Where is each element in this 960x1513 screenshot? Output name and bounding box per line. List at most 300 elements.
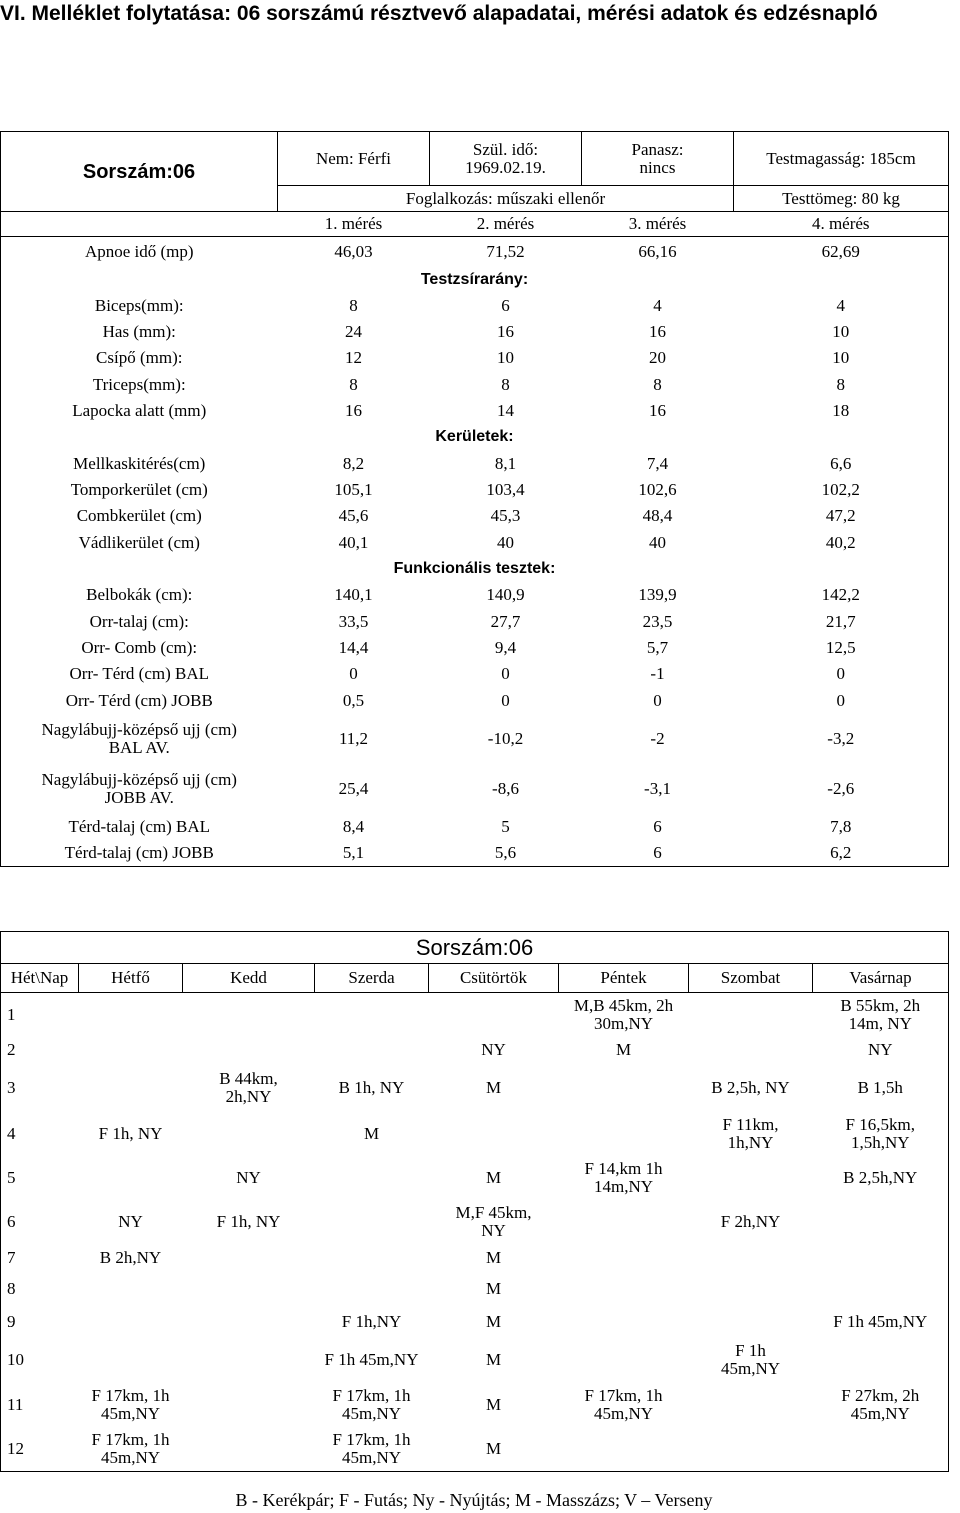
measurement-value: -10,2 [487, 728, 524, 748]
diary-cell [429, 1428, 559, 1472]
diary-cell-line: M [485, 1311, 502, 1331]
testtomeg-field: Testtömeg: 80 kg [734, 186, 949, 212]
measurement-value: 14 [497, 401, 514, 421]
measurement-value: 16 [649, 322, 666, 342]
measurement-value: 12 [345, 348, 362, 368]
diary-cell [559, 1037, 689, 1064]
diary-cell [559, 1156, 689, 1200]
measurement-value: 8 [653, 374, 662, 394]
diary-cell-line: M [485, 1439, 502, 1459]
row-label: Has (mm): [102, 322, 176, 342]
diary-cell [315, 1273, 429, 1306]
diary-cell [79, 1064, 183, 1112]
measurement-value: -1 [650, 664, 665, 684]
diary-cell-line: 1,5h,NY [850, 1132, 910, 1152]
measurement-value: 40 [649, 532, 666, 552]
measurement-value: 45,3 [490, 506, 521, 526]
diary-cell [689, 1382, 813, 1428]
row-label-line: Nagylábujj-középső ujj (cm) [41, 769, 237, 789]
apnoe-label: Apnoe idő (mp) [1, 237, 278, 267]
diary-cell [813, 1382, 949, 1428]
week-number: 9 [7, 1311, 16, 1331]
szul-ido-field [430, 132, 582, 186]
diary-cell [315, 1064, 429, 1112]
week-number: 11 [7, 1394, 24, 1414]
measurement-value: 10 [497, 348, 514, 368]
week-number: 4 [7, 1123, 16, 1143]
diary-cell-line: 14m,NY [593, 1176, 654, 1196]
diary-cell [689, 1200, 813, 1244]
measurement-value: 6 [501, 295, 510, 315]
diary-week-row [1, 1382, 949, 1428]
measurement-value: 8 [349, 374, 358, 394]
measurement-value: 105,1 [334, 480, 373, 500]
measurement-value: 103,4 [486, 480, 525, 500]
diary-cell [429, 1382, 559, 1428]
measurement-value: 8 [501, 374, 510, 394]
week-number: 2 [7, 1040, 16, 1059]
diary-cell-line: F 17km, 1h [91, 1430, 170, 1450]
diary-week-row [1, 1273, 949, 1306]
diary-cell [689, 1037, 813, 1064]
diary-cell-line: 45m,NY [341, 1448, 402, 1468]
diary-cell-line: M [485, 1279, 502, 1298]
week-number: 1 [7, 1004, 16, 1024]
measurement-value: 48,4 [642, 506, 673, 526]
section-title: Testzsírarány: [420, 270, 529, 288]
row-label: Térd-talaj (cm) BAL [68, 817, 211, 837]
measurement-value: 40,1 [338, 532, 369, 552]
column-header-day: Vasárnap [813, 964, 949, 993]
diary-cell-line: 2h,NY [225, 1086, 272, 1106]
week-number: 8 [7, 1279, 16, 1298]
szul-ido-value: 1969.02.19. [465, 157, 546, 177]
measurement-value: 47,2 [825, 506, 856, 526]
column-header-week: Hét\Nap [1, 964, 79, 993]
measurement-row [1, 714, 949, 764]
diary-cell [315, 1428, 429, 1472]
measurement-row [1, 398, 949, 424]
diary-cell-line: B 2,5h, NY [711, 1077, 790, 1097]
diary-cell [429, 1037, 559, 1064]
diary-cell [315, 1338, 429, 1382]
diary-cell-line: F 1h, NY [98, 1123, 163, 1143]
diary-cell-line: B 2h,NY [99, 1248, 162, 1267]
diary-week-row [1, 1037, 949, 1064]
diary-cell [429, 993, 559, 1037]
diary-cell-line: F 14,km 1h [584, 1158, 663, 1178]
week-number: 7 [7, 1248, 16, 1267]
diary-cell-line: B 44km, [219, 1068, 278, 1088]
diary-cell-line: B 2,5h,NY [843, 1167, 918, 1187]
diary-cell [689, 1273, 813, 1306]
diary-cell-line: F 2h,NY [720, 1211, 781, 1231]
training-diary-table [0, 931, 949, 1472]
diary-cell [183, 1200, 315, 1244]
diary-week-row [1, 1112, 949, 1156]
measurement-value: 140,1 [334, 585, 373, 605]
diary-cell [79, 993, 183, 1037]
row-label: Csípő (mm): [96, 348, 183, 368]
row-label [1, 714, 278, 764]
week-number: 5 [7, 1167, 16, 1187]
row-label: Vádlikerület (cm) [78, 532, 200, 552]
diary-cell-line: 45m,NY [100, 1448, 161, 1468]
measurement-value: -2,6 [827, 778, 855, 798]
measurement-value: 0 [501, 690, 510, 710]
diary-cell [315, 993, 429, 1037]
measurement-row [1, 372, 949, 398]
diary-cell-line: M [485, 1077, 502, 1097]
column-header-day: Szombat [689, 964, 813, 993]
diary-cell-line: M [363, 1123, 380, 1143]
diary-cell-line: F 17km, 1h [584, 1385, 663, 1405]
diary-cell [429, 1338, 559, 1382]
measurement-value: 16 [345, 401, 362, 421]
measurement-value: 16 [649, 401, 666, 421]
diary-cell [559, 1382, 689, 1428]
measurement-value: 5,6 [494, 843, 517, 863]
diary-cell [429, 1200, 559, 1244]
measurement-value: 4 [836, 295, 845, 315]
diary-cell [315, 1200, 429, 1244]
diary-cell [183, 1112, 315, 1156]
column-header-day: Péntek [559, 964, 689, 993]
apnoe-value: 71,52 [430, 237, 582, 267]
measurement-value: 8,2 [342, 453, 365, 473]
diary-cell-line: F 17km, 1h [91, 1385, 170, 1405]
measurement-value: 10 [832, 322, 850, 342]
meres-1-header: 1. mérés [278, 212, 430, 237]
diary-cell [315, 1112, 429, 1156]
section-title: Kerületek: [435, 428, 514, 446]
page-title: VI. Melléklet folytatása: 06 sorszámú résztvevő alapadatai, mérési adatok és edzésnapló [0, 2, 878, 25]
szul-ido-label: Szül. idő: [472, 139, 539, 159]
diary-cell-line: B 1,5h [857, 1077, 903, 1097]
measurement-value: 8,4 [342, 817, 365, 837]
row-label [1, 764, 278, 814]
column-header-day: Szerda [315, 964, 429, 993]
measurement-value: 0 [653, 690, 662, 710]
row-label: Biceps(mm): [94, 295, 184, 315]
measurement-value: 4 [653, 295, 662, 315]
measurement-value: -3,2 [827, 728, 855, 748]
diary-week-row [1, 1064, 949, 1112]
measurement-value: 18 [832, 401, 850, 421]
measurement-value: 45,6 [338, 506, 369, 526]
measurement-value: 40 [497, 532, 514, 552]
diary-cell [429, 1156, 559, 1200]
diary-cell-line: F 1h, NY [216, 1211, 281, 1231]
diary-cell [315, 1382, 429, 1428]
diary-cell [79, 1037, 183, 1064]
row-label: Térd-talaj (cm) JOBB [64, 843, 214, 863]
diary-cell [689, 993, 813, 1037]
diary-cell-line: M [485, 1394, 502, 1414]
week-number: 12 [7, 1439, 24, 1459]
diary-cell [183, 1064, 315, 1112]
row-label: Orr- Térd (cm) BAL [69, 664, 210, 684]
diary-cell [559, 1428, 689, 1472]
diary-cell-line: F 17km, 1h [332, 1430, 411, 1450]
sorszam-label: Sorszám:06 [82, 160, 196, 183]
measurement-value: 102,6 [638, 480, 677, 500]
measurement-value: 5,7 [646, 637, 669, 657]
diary-cell [183, 1306, 315, 1338]
measurement-row [1, 661, 949, 687]
row-label: Mellkaskitérés(cm) [73, 453, 206, 473]
diary-week-row [1, 1156, 949, 1200]
legend: B - Kerékpár; F - Futás; Ny - Nyújtás; M - Masszázs; V – Verseny [235, 1490, 713, 1510]
diary-cell-line: 14m, NY [848, 1013, 912, 1033]
diary-cell [813, 1273, 949, 1306]
diary-cell [183, 1428, 315, 1472]
diary-cell-line: 45m,NY [720, 1358, 781, 1378]
diary-cell [79, 1156, 183, 1200]
measurement-value: 11,2 [338, 728, 369, 748]
diary-cell [429, 1273, 559, 1306]
apnoe-value: 66,16 [582, 237, 734, 267]
diary-week-row [1, 993, 949, 1037]
measurement-value: 8 [349, 295, 358, 315]
diary-cell-line: 45m,NY [341, 1403, 402, 1423]
diary-cell [559, 1200, 689, 1244]
diary-cell [813, 1428, 949, 1472]
diary-cell-line: B 1h, NY [338, 1077, 405, 1097]
diary-cell [813, 993, 949, 1037]
diary-cell-line: F 16,5km, [845, 1114, 915, 1134]
measurement-value: 8,1 [494, 453, 517, 473]
diary-cell-line: F 27km, 2h [841, 1385, 920, 1405]
diary-cell [429, 1112, 559, 1156]
meres-3-header: 3. mérés [582, 212, 734, 237]
diary-cell [689, 1428, 813, 1472]
diary-cell [559, 1064, 689, 1112]
diary-cell [315, 1244, 429, 1273]
row-label: Orr- Térd (cm) JOBB [65, 690, 213, 710]
diary-cell [183, 993, 315, 1037]
diary-cell [79, 1382, 183, 1428]
row-label: Orr-talaj (cm): [89, 611, 189, 631]
diary-cell-line: M,F 45km, [455, 1202, 532, 1222]
diary-cell-line: B 55km, 2h [840, 995, 921, 1015]
diary-cell [79, 1428, 183, 1472]
measurement-value: 0,5 [342, 690, 365, 710]
measurement-row [1, 503, 949, 529]
diary-cell-line: M [485, 1248, 502, 1267]
diary-cell [689, 1064, 813, 1112]
diary-cell-line: 45m,NY [593, 1403, 654, 1423]
row-label: Lapocka alatt (mm) [72, 401, 207, 421]
diary-cell [79, 1244, 183, 1273]
measurement-row [1, 450, 949, 476]
diary-cell-line: F 1h,NY [341, 1311, 402, 1331]
measurement-row [1, 814, 949, 840]
measurement-value: 102,2 [821, 480, 860, 500]
measurement-value: 6,2 [830, 843, 852, 863]
measurement-value: 140,9 [486, 585, 525, 605]
row-label: Tomporkerület (cm) [70, 480, 208, 500]
measurement-value: -3,1 [644, 778, 671, 798]
diary-week-row [1, 1200, 949, 1244]
measurement-value: 23,5 [642, 611, 673, 631]
measurement-value: 7,8 [830, 817, 852, 837]
diary-cell [315, 1156, 429, 1200]
measurement-value: 7,4 [646, 453, 669, 473]
diary-cell [429, 1064, 559, 1112]
testmagassag-field: Testmagasság: 185cm [734, 132, 949, 186]
diary-cell [689, 1306, 813, 1338]
diary-cell [813, 1306, 949, 1338]
measurement-row [1, 477, 949, 503]
diary-week-row [1, 1428, 949, 1472]
diary-cell [183, 1037, 315, 1064]
row-label: Triceps(mm): [92, 374, 186, 394]
week-number: 10 [7, 1349, 24, 1369]
diary-cell [315, 1037, 429, 1064]
meres-2-header: 2. mérés [430, 212, 582, 237]
diary-week-row [1, 1244, 949, 1273]
measurement-row [1, 319, 949, 345]
measurement-value: 40,2 [825, 532, 856, 552]
row-label-line: BAL AV. [108, 737, 170, 757]
diary-cell-line: M [485, 1349, 502, 1369]
measurement-value: 25,4 [338, 778, 369, 798]
section-title: Funkcionális tesztek: [393, 560, 556, 578]
diary-cell-line: 45m,NY [850, 1403, 910, 1423]
diary-cell-line: NY [481, 1040, 506, 1059]
measurement-value: -2 [650, 728, 665, 748]
panasz-value: nincs [639, 157, 676, 177]
diary-cell [813, 1064, 949, 1112]
diary-cell-line: M [485, 1167, 502, 1187]
measurement-value: 24 [345, 322, 362, 342]
diary-cell [689, 1338, 813, 1382]
measurement-value: 33,5 [338, 611, 369, 631]
meres-4-header: 4. mérés [734, 212, 949, 237]
apnoe-value: 46,03 [278, 237, 430, 267]
measurement-value: 16 [497, 322, 514, 342]
row-label: Orr- Comb (cm): [81, 637, 198, 657]
diary-cell-line: F 1h 45m,NY [833, 1311, 928, 1331]
diary-cell [689, 1112, 813, 1156]
diary-week-row [1, 1338, 949, 1382]
nem-field: Nem: Férfi [278, 132, 430, 186]
diary-cell [79, 1273, 183, 1306]
diary-cell [813, 1037, 949, 1064]
measurement-value: 5 [501, 817, 510, 837]
measurement-row [1, 635, 949, 661]
diary-cell [559, 1112, 689, 1156]
measurement-row [1, 345, 949, 371]
diary-cell [559, 1306, 689, 1338]
diary-title: Sorszám:06 [415, 934, 534, 960]
diary-cell [79, 1112, 183, 1156]
measurement-value: 5,1 [342, 843, 365, 863]
diary-cell-line: F 11km, [722, 1114, 779, 1134]
diary-cell [559, 993, 689, 1037]
foglalkozas-field: Foglalkozás: műszaki ellenőr [278, 186, 734, 212]
week-number: 6 [7, 1211, 16, 1231]
measurement-value: -8,6 [492, 778, 519, 798]
measurement-value: 0 [349, 664, 358, 684]
diary-cell [559, 1273, 689, 1306]
measurement-value: 27,7 [490, 611, 521, 631]
diary-cell [429, 1306, 559, 1338]
diary-cell [79, 1306, 183, 1338]
diary-cell [813, 1200, 949, 1244]
diary-cell [183, 1273, 315, 1306]
diary-cell [183, 1338, 315, 1382]
diary-cell-line: NY [236, 1167, 261, 1187]
measurement-row [1, 688, 949, 714]
diary-cell [183, 1244, 315, 1273]
diary-cell [183, 1382, 315, 1428]
diary-cell-line: NY [118, 1211, 143, 1231]
measurement-value: 6,6 [830, 453, 852, 473]
measurement-value: 9,4 [494, 637, 517, 657]
diary-cell [315, 1306, 429, 1338]
measurement-value: 20 [649, 348, 666, 368]
diary-cell-line: M,B 45km, 2h [573, 995, 674, 1015]
row-label-line: Nagylábujj-középső ujj (cm) [41, 719, 237, 739]
measurement-value: 0 [836, 664, 845, 684]
apnoe-value: 62,69 [734, 237, 949, 267]
diary-cell-line: 1h,NY [727, 1132, 774, 1152]
diary-cell [689, 1156, 813, 1200]
panasz-field [582, 132, 734, 186]
column-header-day: Hétfő [79, 964, 183, 993]
diary-cell [813, 1156, 949, 1200]
measurement-value: 6 [653, 843, 662, 863]
diary-cell [559, 1244, 689, 1273]
measurement-value: 14,4 [338, 637, 369, 657]
measurement-table [0, 131, 949, 867]
diary-cell-line: F 1h [735, 1340, 766, 1360]
diary-week-row [1, 1306, 949, 1338]
diary-cell [79, 1338, 183, 1382]
measurement-value: 8 [836, 374, 845, 394]
measurement-value: 139,9 [638, 585, 677, 605]
diary-cell-line: F 1h 45m,NY [324, 1349, 419, 1369]
measurement-value: 6 [653, 817, 662, 837]
row-label: Belbokák (cm): [86, 585, 193, 605]
week-number: 3 [7, 1077, 16, 1097]
measurement-row [1, 293, 949, 319]
diary-cell [689, 1244, 813, 1273]
measurement-row [1, 530, 949, 556]
measurement-row [1, 608, 949, 634]
column-header-day: Csütörtök [429, 964, 559, 993]
measurement-value: 0 [501, 664, 510, 684]
diary-cell-line: 30m,NY [593, 1013, 654, 1033]
measurement-value: 10 [832, 348, 850, 368]
measurement-value: 142,2 [821, 585, 860, 605]
diary-cell [559, 1338, 689, 1382]
row-label: Combkerület (cm) [76, 506, 202, 526]
diary-cell [429, 1244, 559, 1273]
diary-cell [813, 1338, 949, 1382]
diary-cell [79, 1200, 183, 1244]
diary-cell [813, 1244, 949, 1273]
diary-cell-line: F 17km, 1h [332, 1385, 411, 1405]
measurement-value: 12,5 [825, 637, 856, 657]
measurement-row [1, 840, 949, 866]
measurement-row [1, 764, 949, 814]
diary-cell-line: 45m,NY [100, 1403, 161, 1423]
measurement-value: 21,7 [825, 611, 856, 631]
diary-cell-line: NY [481, 1220, 506, 1240]
